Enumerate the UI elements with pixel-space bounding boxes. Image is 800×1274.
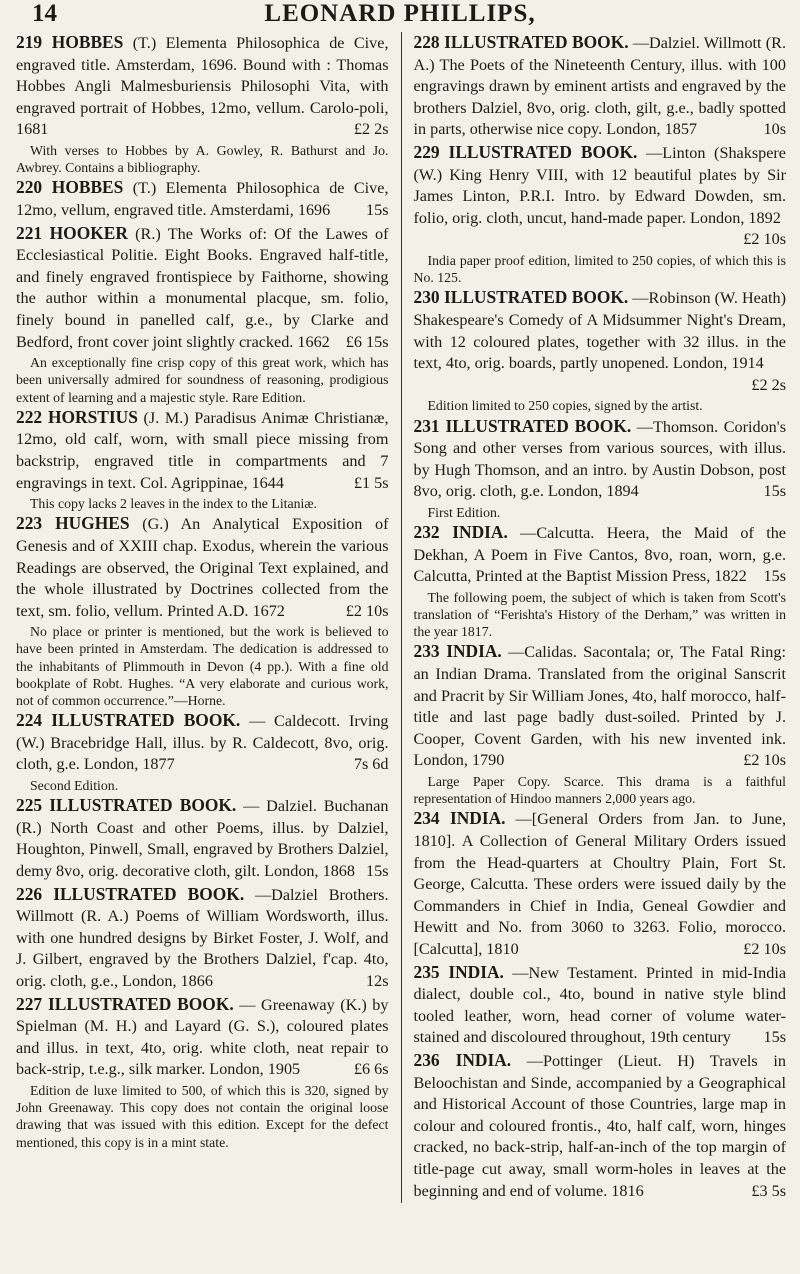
lot-price: £2 10s	[743, 751, 786, 770]
entry-description: (T.) Elementa Philosophica de Cive, engraved title. Amsterdam, 1696. Bound with : Thomas Hobbes Angli Malmesburiensis Philosophi Vita, with engraved portrait of Hobbes, 12mo, vellum. Carolo-poli, 1681	[16, 34, 389, 139]
entry-note: First Edition.	[427, 504, 501, 520]
lot-number: 231	[413, 415, 440, 436]
lot-number: 234	[413, 808, 440, 829]
lot-price: £2 10s	[743, 940, 786, 959]
entry-description: — Dalziel. Buchanan (R.) North Coast and other Poems, illus. by Dalziel, Houghton, Pinwell, Small, engraved by Brothers Dalziel, demy 8vo, orig. decorative cloth, gilt. London, 1868	[16, 797, 389, 881]
page-header	[14, 0, 786, 30]
entry-lead	[16, 994, 234, 1014]
entry-description: — Greenaway (K.) by Spielman (M. H.) and Layard (G. S.), coloured plates and illus. in text, 4to, orig. white cloth, neat repair to back-strip, t.e.g., silk marker. London, 1905	[16, 995, 389, 1079]
lot-number: 225	[16, 795, 43, 816]
entry-lead	[414, 808, 506, 828]
catalogue-entry	[16, 513, 389, 622]
entry-description: —[General Orders from Jan. to June, 1810]. A Collection of General Military Orders issued from the Head-quarters at Choultry Plain, Fort St. George, Calcutta. These orders were issued daily by the Commanders in Chief in India, Geneal Gowdier and Hewitt and No. from 3060 to 3263. Folio, morocco. [Calcutta], 1810	[413, 810, 786, 959]
entry-headword: HOBBES	[51, 32, 124, 52]
entry-description: —Linton (Shakspere (W.) King Henry VIII, with 12 beautiful plates by Sir James Linton, P.R.I. Intro. by Edward Dowden, sm. folio, orig. cloth, uncut, hand-made paper. London, 1892	[413, 143, 786, 227]
entry-lead	[16, 884, 244, 904]
catalogue-entry	[414, 962, 787, 1049]
lot-price: 15s	[763, 1028, 786, 1047]
lot-price: 10s	[763, 120, 786, 139]
lot-price: £2 2s	[751, 375, 786, 394]
entry-note: This copy lacks 2 leaves in the index to the Litaniæ.	[30, 496, 317, 512]
lot-price: £2 10s	[345, 601, 389, 620]
entry-lead	[16, 407, 138, 427]
lot-number: 236	[413, 1049, 440, 1070]
entry-description: (T.) Elementa Philosophica de Cive, 12mo, vellum, engraved title. Amsterdami, 1696	[16, 179, 389, 219]
entry-lead	[414, 1050, 512, 1070]
entry-note: Edition de luxe limited to 500, of which this is 320, signed by John Greenaway. This copy does not contain the original loose drawing that was issued with this edition. Except for the defect mentioned, this copy is in a mint state.	[16, 1083, 389, 1150]
catalogue-entry	[16, 795, 389, 882]
entry-lead	[414, 522, 508, 542]
entry-description: (R.) The Works of: Of the Lawes of Ecclesiastical Politie. Eight Books. Engraved half-title, and finely engraved frontispiece by Faithorne, showing the author within a monumental placque, sm. folio, finely bound in panelled calf, g.e., by Clarke and Bedford, front cover joint slightly cracked. 1662	[16, 224, 389, 351]
lot-number: 235	[413, 961, 440, 982]
entry-description: —Dalziel. Willmott (R. A.) The Poets of the Nineteenth Century, illus. with 100 engravings drawn by eminent artists and engraved by the brothers Dalziel, 8vo, orig. cloth, gilt, g.e., badly spotted in parts, otherwise nice copy. London, 1857	[413, 34, 787, 139]
entry-description: —Pottinger (Lieut. H) Travels in Beloochistan and Sinde, accompanied by a Geographical and Historical Account of those Countries, large map in colour and coloured frontis., 4to, half calf, worn, hinges cracked, no back-strip, half-an-inch of the top margin of title-page cut away, small worm-holes in leaves at the beginning and end of volume. 1816	[413, 1051, 786, 1200]
entry-headword: INDIA.	[455, 1049, 512, 1070]
entry-description: (J. M.) Paradisus Animæ Christianæ, 12mo, old calf, worn, with small piece missing from backstrip, engraved title in compartments and 7 engravings in text. Col. Agrippinae, 1644	[16, 408, 389, 492]
entry-lead	[16, 177, 123, 197]
catalogue-entry	[16, 884, 389, 993]
entry-headword: HORSTIUS	[48, 406, 138, 427]
lot-price: £2 10s	[743, 230, 786, 249]
page-number: 14	[32, 0, 57, 27]
lot-price: £1 5s	[353, 473, 389, 492]
catalogue-entry	[16, 223, 389, 354]
entry-description: —Calidas. Sacontala; or, The Fatal Ring: an Indian Drama. Translated from the original Sanscrit and Pracrit by Sir William Jones, 4to, half morocco, half-title and last page badly dust-soiled. Printed by J. Cooper, Covent Garden, with his new invented ink. London, 1790	[413, 643, 786, 770]
catalogue-entry	[16, 710, 389, 776]
catalogue-entry	[414, 287, 787, 396]
entry-headword: HOOKER	[49, 222, 128, 243]
lot-price: 15s	[763, 482, 786, 501]
lot-number: 222	[16, 406, 43, 427]
entry-note: With verses to Hobbes by A. Gowley, R. Bathurst and Jo. Awbrey. Contains a bibliography.	[16, 142, 389, 176]
entry-headword: ILLUSTRATED BOOK.	[53, 883, 245, 904]
entry-note: No place or printer is mentioned, but the work is believed to have been printed in Amsterdam. The dedication is addressed to the inhabitants of Plimmouth in Devon (4 pp.). With a fine old bookplate of Robt. Hughes. “A very elaborate and curious work, not of common occurrence.”—Horne.	[16, 624, 389, 709]
entry-headword: INDIA.	[452, 522, 508, 543]
lot-price: 12s	[366, 972, 389, 991]
entry-description: —Robinson (W. Heath) Shakespeare's Comedy of A Midsummer Night's Dream, with 12 coloured plates, together with 32 illus. in the text, 4to, orig. boards, partly unopened. London, 1914	[413, 289, 786, 373]
entry-lead	[414, 416, 632, 436]
entry-note: Large Paper Copy. Scarce. This drama is a faithful representation of Hindoo manners 2,000 years ago.	[413, 774, 786, 807]
entry-headword: ILLUSTRATED BOOK.	[47, 993, 234, 1014]
catalogue-entry	[414, 32, 787, 141]
catalogue-entry	[16, 407, 389, 494]
lot-number: 226	[16, 883, 43, 904]
entry-headword: ILLUSTRATED BOOK.	[444, 32, 629, 52]
lot-number: 228	[413, 32, 440, 52]
lot-number: 223	[16, 513, 43, 534]
entry-description: (G.) An Analytical Exposition of Genesis and of XXIII chap. Exodus, wherein the various Readings are observed, the Original Text explained, and the whole illustrated by Doctrines collected from the text, sm. folio, vellum. Printed A.D. 1672	[16, 515, 389, 620]
lot-number: 219	[16, 32, 43, 52]
lot-number: 224	[16, 710, 43, 731]
entry-description: —New Testament. Printed in mid-India dialect, double col., 4to, bound in native style blind tooled leather, worn, head corner of volume water-stained and discoloured throughout, 19th century	[413, 963, 787, 1047]
entry-lead	[16, 223, 128, 243]
entry-note: Second Edition.	[30, 778, 119, 794]
entry-headword: ILLUSTRATED BOOK.	[443, 287, 629, 308]
lot-price: 7s 6d	[353, 755, 389, 774]
lot-price: 15s	[763, 567, 786, 586]
lot-number: 233	[413, 641, 440, 662]
entry-headword: HOBBES	[51, 177, 124, 198]
entry-note: India paper proof edition, limited to 250 copies, of which this is No. 125.	[413, 252, 786, 286]
entry-note: The following poem, the subject of which is taken from Scott's translation of “Ferishta's History of the Derham,” was written in the year 1817.	[413, 589, 786, 640]
entry-description: —Thomson. Coridon's Song and other verses from various sources, with illus. by Hugh Thomson, and an intro. by Austin Dobson, post 8vo, orig. cloth, g.e. London, 1894	[413, 417, 786, 501]
entry-lead	[414, 287, 629, 307]
entry-lead	[16, 32, 123, 52]
entry-headword: ILLUSTRATED BOOK.	[445, 415, 632, 436]
entry-note: Edition limited to 250 copies, signed by the artist.	[427, 398, 703, 414]
entry-headword: ILLUSTRATED BOOK.	[448, 141, 638, 162]
entry-headword: ILLUSTRATED BOOK.	[51, 710, 241, 731]
catalogue-entry	[414, 142, 787, 251]
column-divider	[401, 32, 402, 1203]
lot-price: £6 15s	[345, 332, 389, 351]
lot-number: 221	[16, 222, 43, 243]
lot-number: 227	[16, 993, 43, 1014]
catalogue-entry	[414, 641, 787, 772]
left-column	[16, 32, 389, 1203]
entry-headword: HUGHES	[55, 513, 130, 534]
lot-price: 15s	[366, 200, 389, 219]
running-head: LEONARD PHILLIPS,	[264, 0, 536, 27]
catalogue-entry	[414, 1050, 787, 1202]
lot-number: 220	[16, 177, 43, 198]
entry-lead	[414, 32, 629, 52]
catalogue-entry	[414, 416, 787, 503]
entry-description: —Dalziel Brothers. Willmott (R. A.) Poems of William Wordsworth, illus. with one hundred designs by Birket Foster, J. Wolf, and J. Gilbert, engraved by the Brothers Dalziel, f'cap. 4to, orig. cloth, g.e., London, 1866	[16, 885, 389, 991]
lot-price: £2 2s	[353, 120, 389, 139]
entry-lead	[16, 513, 130, 533]
entry-headword: ILLUSTRATED BOOK.	[49, 795, 237, 816]
entry-lead	[16, 795, 236, 815]
catalogue-entry	[16, 32, 389, 141]
lot-number: 232	[413, 522, 440, 543]
two-column-body	[16, 32, 786, 1203]
entry-note: An exceptionally fine crisp copy of this great work, which has been universally admired for soundness of reasoning, prodigious extent of learning and a majestic style. Rare Edition.	[16, 355, 389, 405]
catalogue-entry	[414, 808, 787, 960]
entry-description: — Caldecott. Irving (W.) Bracebridge Hall, illus. by R. Caldecott, 8vo, orig. cloth, g.e. London, 1877	[16, 712, 389, 774]
lot-number: 230	[413, 287, 440, 308]
lot-number: 229	[413, 141, 440, 162]
entry-description: —Calcutta. Heera, the Maid of the Dekhan, A Poem in Five Cantos, 8vo, roan, worn, g.e. Calcutta, Printed at the Baptist Mission Press, 1822	[413, 524, 786, 586]
catalogue-entry	[16, 994, 389, 1081]
entry-headword: INDIA.	[446, 641, 502, 662]
entry-headword: INDIA.	[449, 808, 506, 829]
entry-lead	[414, 962, 504, 982]
lot-price: 15s	[366, 862, 389, 881]
entry-lead	[414, 142, 638, 162]
right-column	[414, 32, 787, 1203]
lot-price: £6 6s	[353, 1060, 389, 1079]
catalogue-entry	[16, 177, 389, 221]
entry-lead	[414, 641, 502, 661]
entry-headword: INDIA.	[448, 961, 504, 982]
catalogue-entry	[414, 522, 787, 588]
lot-price: £3 5s	[751, 1181, 786, 1200]
entry-lead	[16, 710, 240, 730]
